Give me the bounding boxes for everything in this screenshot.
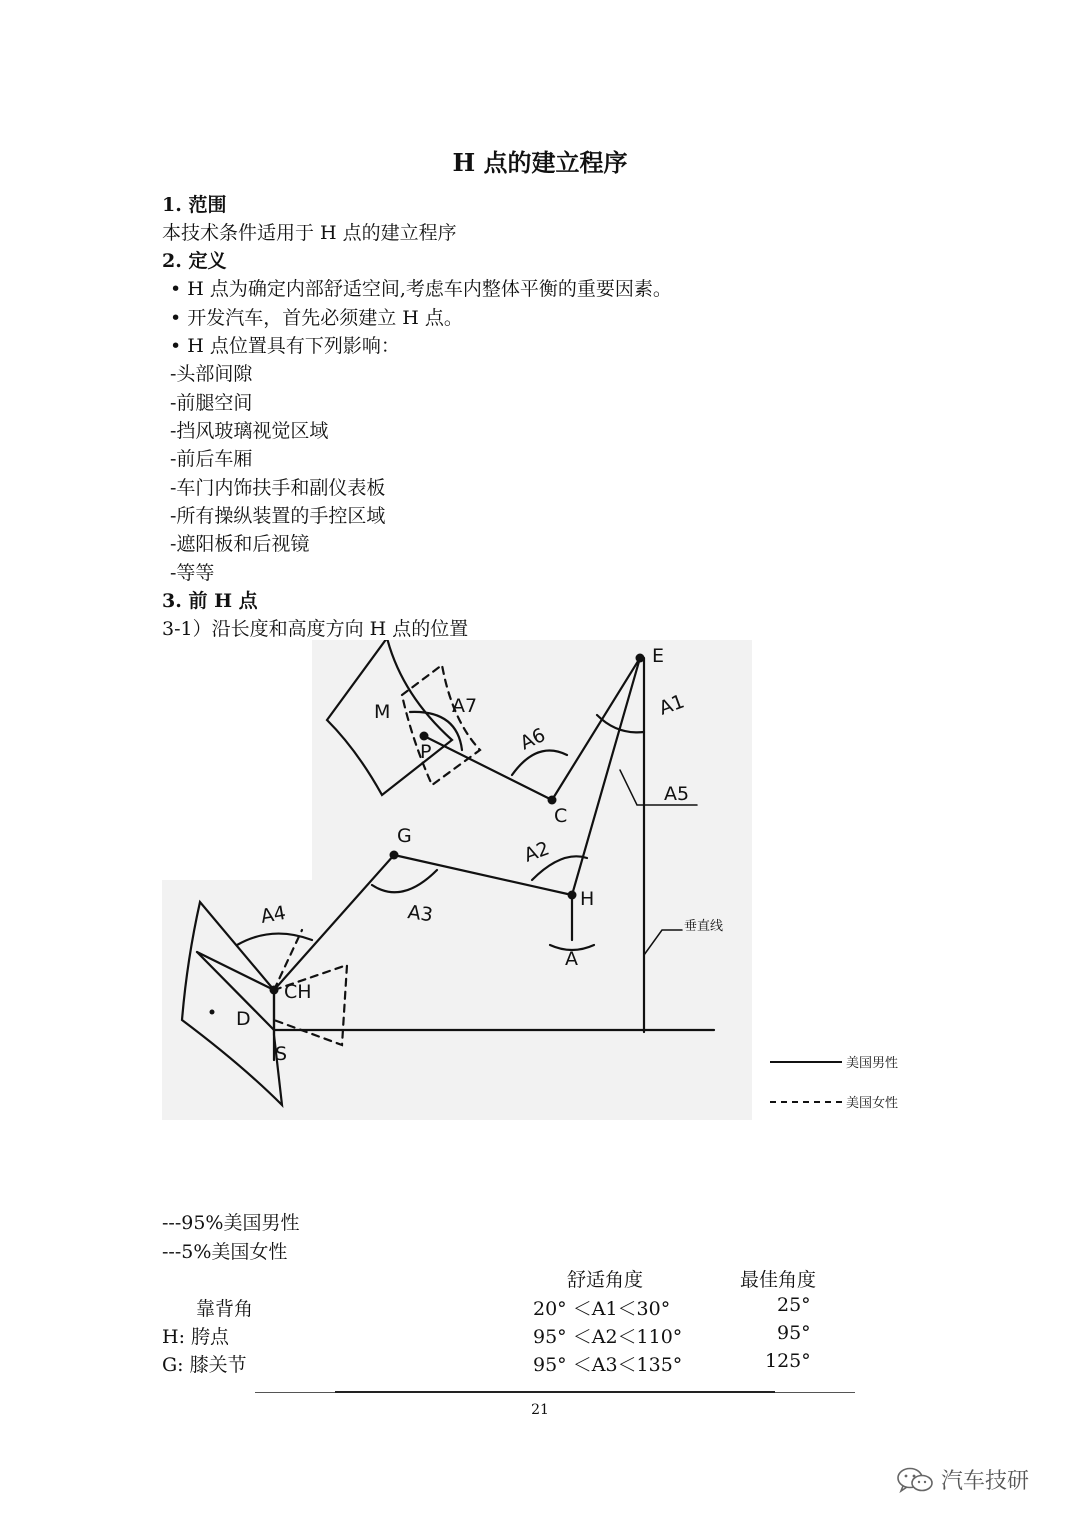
label-a7: A7	[452, 695, 478, 717]
label-a5: A5	[664, 783, 690, 805]
label-a4: A4	[259, 901, 288, 928]
label-a3: A3	[406, 901, 435, 927]
influence-item: -前后车厢	[170, 448, 253, 470]
table-header-best: 最佳角度	[740, 1269, 817, 1291]
label-a2: A2	[521, 837, 553, 867]
definition-bullet: • H 点为确定内部舒适空间,考虑车内整体平衡的重要因素。	[170, 278, 672, 300]
point-g	[390, 851, 399, 860]
table-row-range: 95° ＜A3＜135°	[533, 1354, 683, 1376]
wechat-icon	[895, 1466, 935, 1494]
page-title: H 点的建立程序	[452, 148, 628, 177]
label-vertical-line: 垂直线	[684, 919, 724, 934]
table-row-label: G: 膝关节	[162, 1354, 247, 1376]
note-female: ---5%美国女性	[162, 1241, 288, 1263]
watermark	[895, 1464, 1029, 1495]
legend-male-label: 美国男性	[846, 1056, 899, 1071]
label-ch: CH	[284, 981, 312, 1003]
table-row-range: 20° ＜A1＜30°	[533, 1298, 671, 1320]
label-g: G	[397, 825, 412, 847]
influence-item: -所有操纵装置的手控区域	[170, 505, 386, 527]
influence-item: -挡风玻璃视觉区域	[170, 420, 329, 442]
point-c	[548, 796, 557, 805]
label-d: D	[236, 1008, 251, 1030]
label-m: M	[374, 701, 391, 723]
table-row-best: 95°	[777, 1322, 811, 1344]
table-row-best: 125°	[765, 1350, 811, 1372]
influence-item: -头部间隙	[170, 363, 253, 385]
table-row-label: H: 胯点	[162, 1326, 230, 1348]
label-s: S	[275, 1043, 288, 1065]
footer-rule-thick	[335, 1391, 775, 1393]
point-e	[636, 654, 645, 663]
table-row-range: 95° ＜A2＜110°	[533, 1326, 683, 1348]
label-a1: A1	[656, 690, 688, 720]
label-a: A	[565, 948, 578, 970]
section-1-text: 本技术条件适用于 H 点的建立程序	[162, 222, 457, 244]
label-h: H	[580, 888, 595, 910]
label-a6: A6	[516, 723, 549, 755]
h-point-diagram	[162, 640, 932, 1120]
point-d-dot	[210, 1010, 215, 1015]
section-1-heading: 1. 范围	[162, 194, 227, 216]
label-p: P	[420, 741, 432, 763]
legend-female-label: 美国女性	[846, 1096, 899, 1111]
definition-bullet: • H 点位置具有下列影响：	[170, 335, 400, 357]
influence-item: -前腿空间	[170, 392, 253, 414]
page-number: 21	[531, 1402, 549, 1418]
influence-item: -等等	[170, 562, 215, 584]
section-3-subheading: 3-1）沿长度和高度方向 H 点的位置	[162, 618, 469, 640]
table-row-label: 靠背角	[196, 1298, 254, 1320]
label-e: E	[652, 645, 665, 667]
h-point-diagram-svg	[162, 640, 932, 1120]
point-p	[420, 732, 429, 741]
point-ch	[270, 986, 279, 995]
note-male: ---95%美国男性	[162, 1212, 300, 1234]
section-3-heading: 3. 前 H 点	[162, 590, 258, 612]
watermark-text: 汽车技研	[941, 1469, 1030, 1494]
definition-bullet: • 开发汽车，首先必须建立 H 点。	[170, 307, 463, 329]
influence-item: -车门内饰扶手和副仪表板	[170, 477, 386, 499]
section-2-heading: 2. 定义	[162, 250, 227, 272]
label-c: C	[554, 805, 568, 827]
point-h	[568, 891, 577, 900]
table-header-comfort: 舒适角度	[567, 1269, 644, 1291]
influence-item: -遮阳板和后视镜	[170, 533, 310, 555]
table-row-best: 25°	[777, 1294, 811, 1316]
